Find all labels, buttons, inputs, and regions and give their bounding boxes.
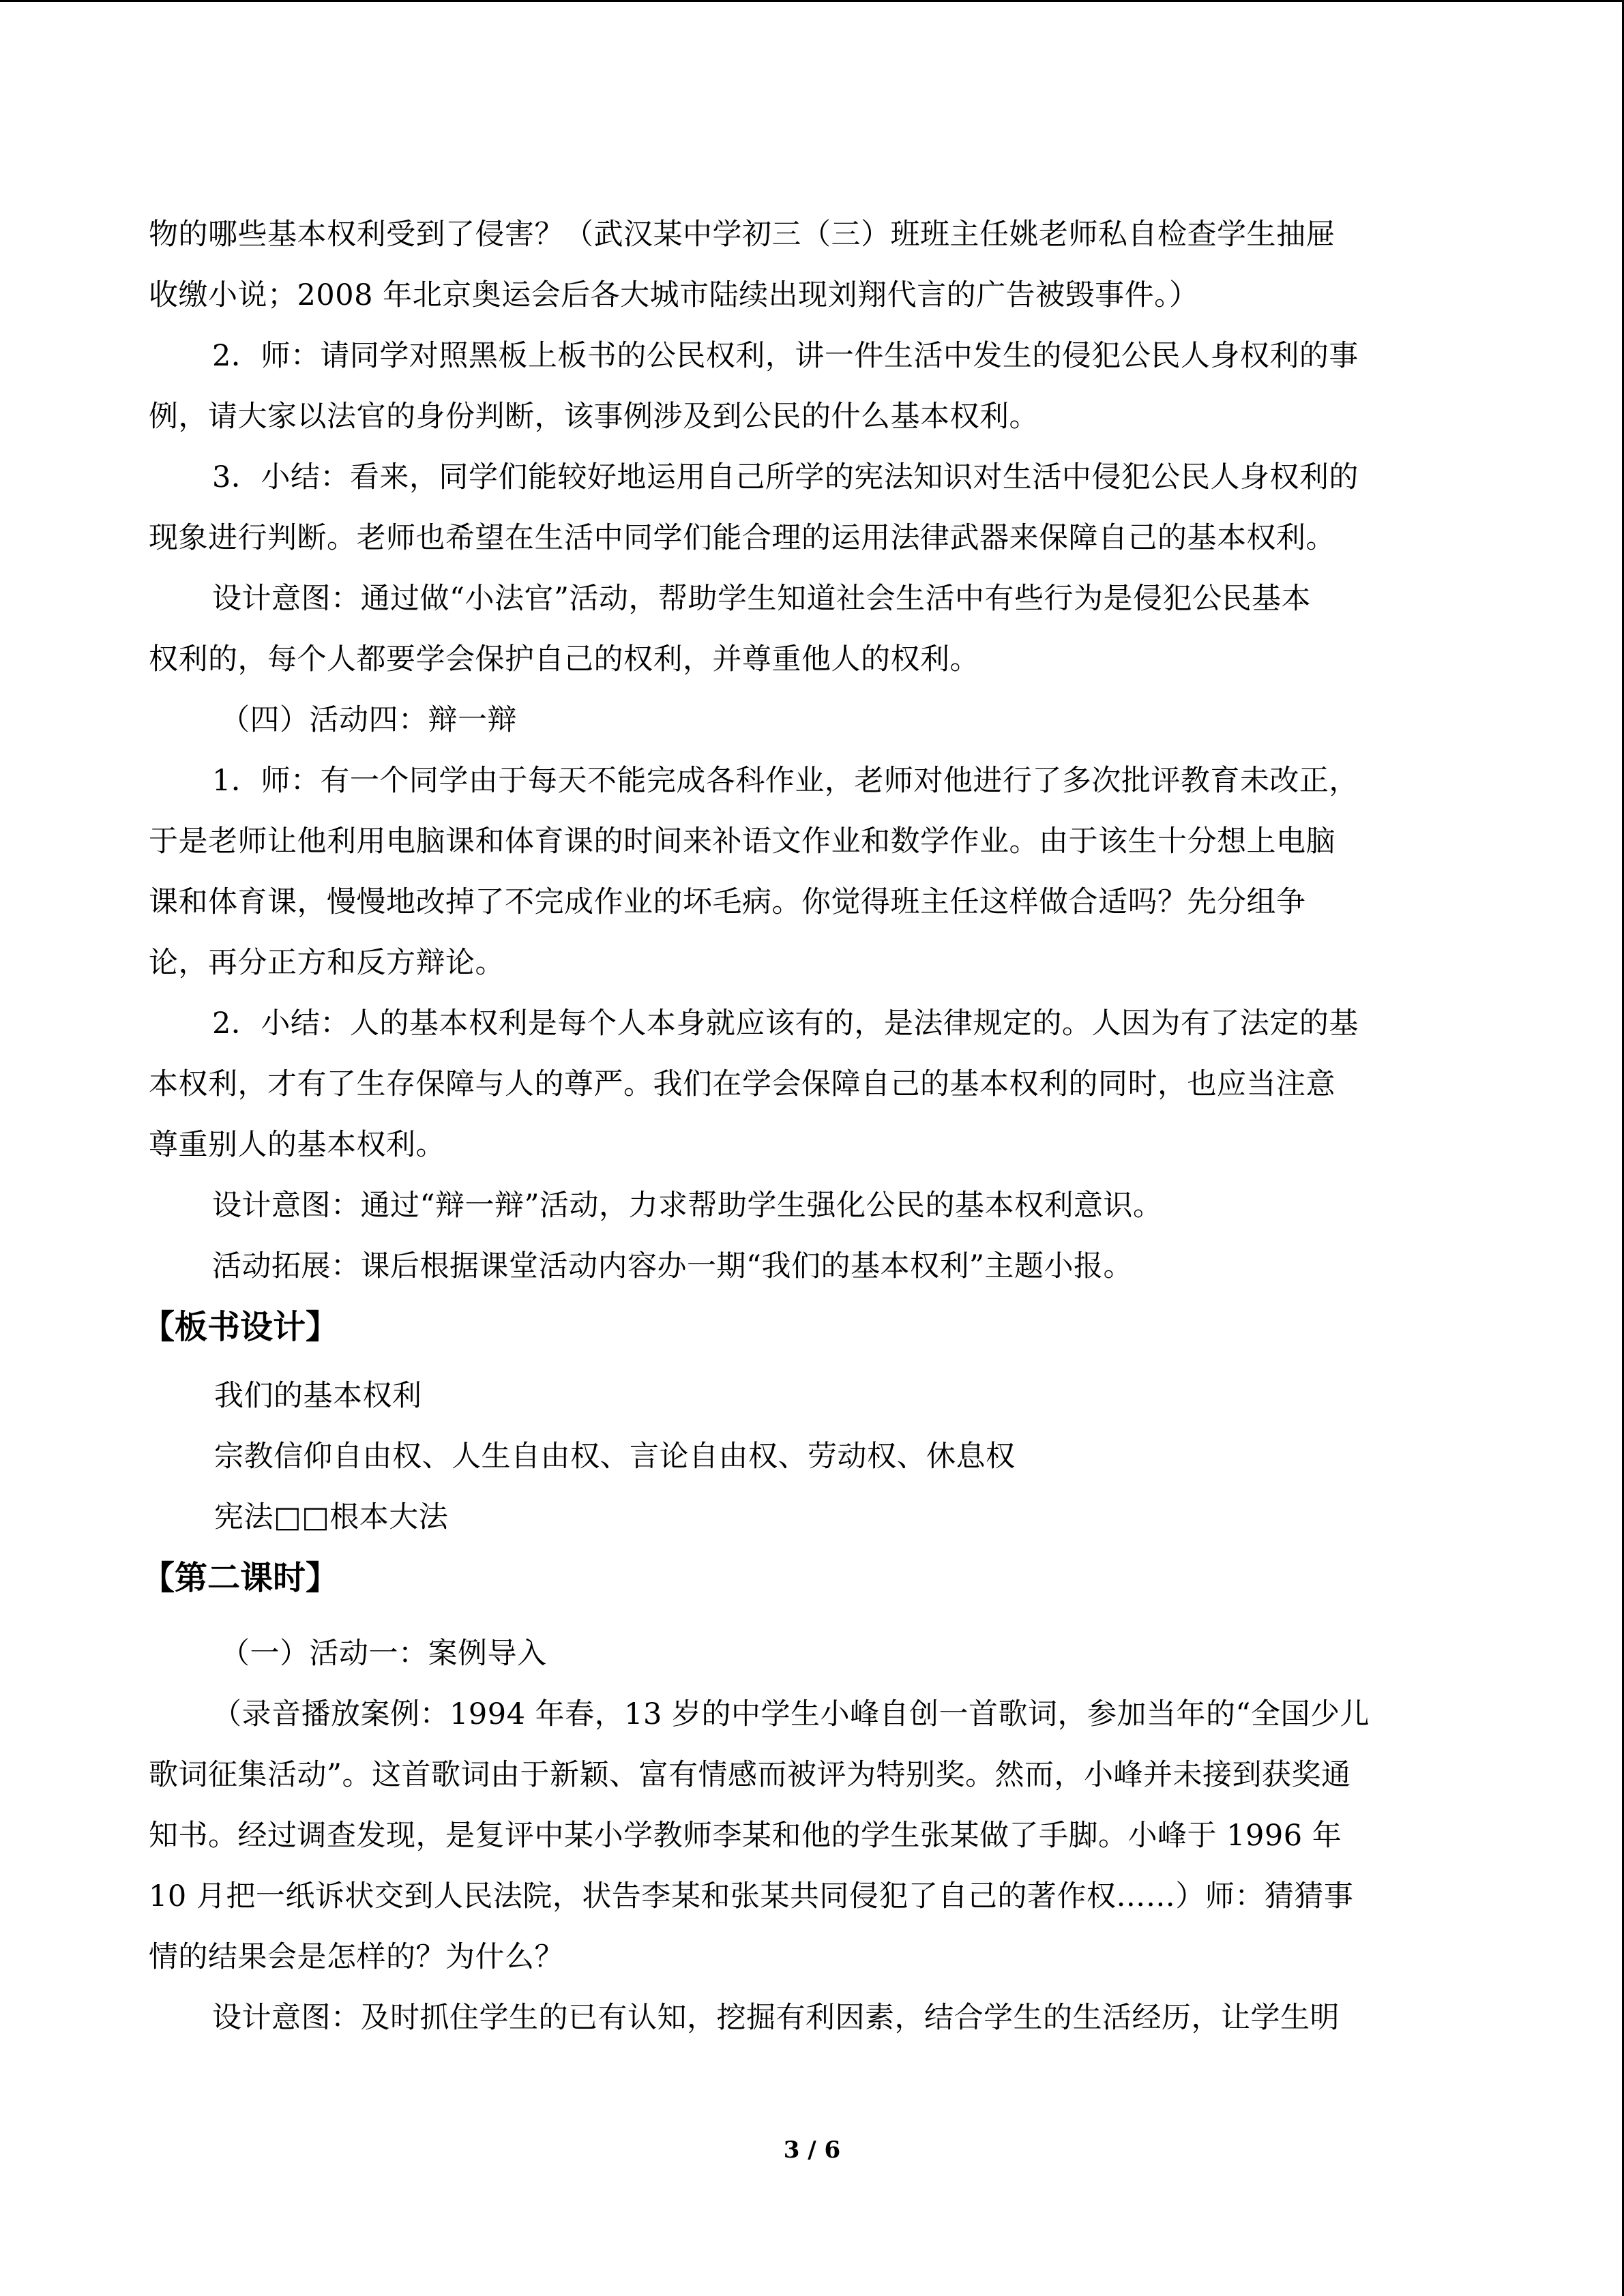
board-line: 宗教信仰自由权、人生自由权、言论自由权、劳动权、休息权	[214, 1440, 1016, 1474]
board-line: 我们的基本权利	[214, 1379, 422, 1413]
paragraph-line: 歌词征集活动”。这首歌词由于新颖、富有情感而被评为特别奖。然而，小峰并未接到获奖通	[149, 1758, 1351, 1792]
document-body	[142, 205, 1475, 2048]
section-heading-second-lesson: 【第二课时】	[142, 1559, 339, 1597]
design-intent-line: 设计意图：通过“辩一辩”活动，力求帮助学生强化公民的基本权利意识。	[212, 1189, 1163, 1223]
section-heading-board-design: 【板书设计】	[142, 1308, 339, 1346]
activity-extension-line: 活动拓展：课后根据课堂活动内容办一期“我们的基本权利”主题小报。	[212, 1249, 1133, 1283]
page-number: 3 / 6	[783, 2136, 841, 2164]
paragraph-line: 于是老师让他利用电脑课和体育课的时间来补语文作业和数学作业。由于该生十分想上电脑	[149, 824, 1335, 859]
paragraph-line: 收缴小说；2008 年北京奥运会后各大城市陆续出现刘翔代言的广告被毁事件。）	[149, 278, 1199, 312]
board-line: 宪法□□根本大法	[214, 1500, 449, 1534]
paragraph-line: 情的结果会是怎样的？为什么？	[149, 1940, 564, 1974]
paragraph-line: 2．师：请同学对照黑板上板书的公民权利，讲一件生活中发生的侵犯公民人身权利的事	[212, 339, 1359, 373]
activity-subheading: （一）活动一：案例导入	[220, 1637, 547, 1671]
paragraph-line: 课和体育课，慢慢地改掉了不完成作业的坏毛病。你觉得班主任这样做合适吗？先分组争	[149, 885, 1306, 919]
paragraph-line: 现象进行判断。老师也希望在生活中同学们能合理的运用法律武器来保障自己的基本权利。	[149, 521, 1335, 555]
paragraph-line: 3．小结：看来，同学们能较好地运用自己所学的宪法知识对生活中侵犯公民人身权利的	[212, 460, 1359, 494]
paragraph-line: 10 月把一纸诉状交到人民法院，状告李某和张某共同侵犯了自己的著作权……）师：猜猜事	[149, 1879, 1354, 1913]
paragraph-line: 例，请大家以法官的身份判断，该事例涉及到公民的什么基本权利。	[149, 400, 1039, 434]
paragraph-line: 物的哪些基本权利受到了侵害？（武汉某中学初三（三）班班主任姚老师私自检查学生抽屉	[149, 218, 1335, 252]
paragraph-line: 尊重别人的基本权利。	[149, 1128, 445, 1162]
design-intent-line: 设计意图：通过做“小法官”活动，帮助学生知道社会生活中有些行为是侵犯公民基本	[212, 582, 1311, 616]
paragraph-line: （录音播放案例：1994 年春，13 岁的中学生小峰自创一首歌词，参加当年的“全国少儿	[212, 1697, 1370, 1731]
paragraph-line: 2．小结：人的基本权利是每个人本身就应该有的，是法律规定的。人因为有了法定的基	[212, 1007, 1359, 1041]
design-intent-line: 权利的，每个人都要学会保护自己的权利，并尊重他人的权利。	[149, 642, 979, 676]
paragraph-line: 知书。经过调查发现，是复评中某小学教师李某和他的学生张某做了手脚。小峰于 1996 年	[149, 1819, 1342, 1853]
paragraph-line: 论，再分正方和反方辩论。	[149, 946, 505, 980]
design-intent-line: 设计意图：及时抓住学生的已有认知，挖掘有利因素，结合学生的生活经历，让学生明	[212, 2001, 1340, 2035]
paragraph-line: 1．师：有一个同学由于每天不能完成各科作业，老师对他进行了多次批评教育未改正，	[212, 764, 1359, 798]
activity-subheading: （四）活动四：辩一辩	[220, 703, 517, 737]
paragraph-line: 本权利，才有了生存保障与人的尊严。我们在学会保障自己的基本权利的同时，也应当注意	[149, 1067, 1335, 1101]
top-border-line	[0, 0, 1624, 2]
